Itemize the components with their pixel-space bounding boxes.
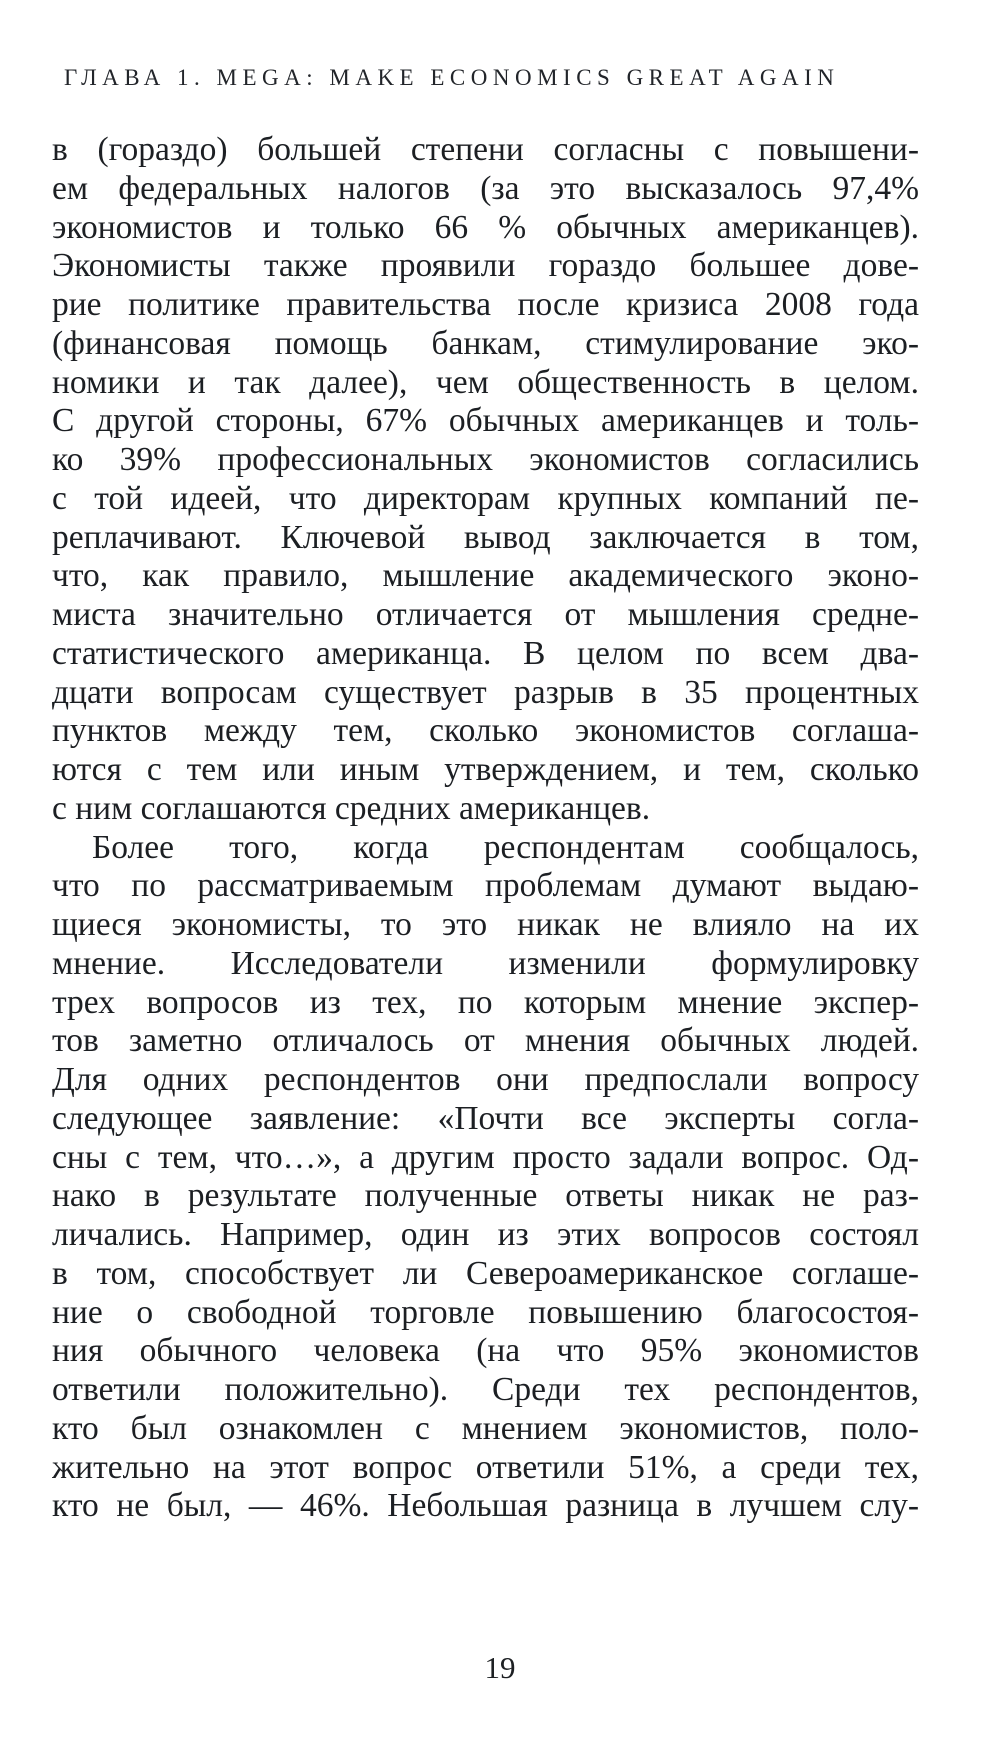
text-line: трех вопросов из тех, по которым мнение экспер- [52,983,919,1021]
text-line: личались. Например, один из этих вопросов состоял [52,1216,919,1253]
text-line: ответили положительно). Среди тех респондентов, [52,1371,919,1408]
text-line: экономистов и только 66 % обычных американцев). [52,208,919,246]
text-line: жительно на этот вопрос ответили 51%, а среди тех, [52,1448,919,1486]
text-line: мнение. Исследователи изменили формулировку [52,944,919,982]
text-line: реплачивают. Ключевой вывод заключается в том, [52,518,919,556]
paragraph-start-line: Более того, когда респондентам сообщалось, [92,828,919,866]
text-line: нако в результате полученные ответы никак не раз- [52,1177,919,1215]
text-line: с той идеей, что директорам крупных компаний пе- [52,479,919,517]
text-line: в том, способствует ли Североамериканское соглаше- [52,1254,919,1292]
running-head: ГЛАВА 1. MEGA: MAKE ECONOMICS GREAT AGAIN [64,65,840,90]
text-line: миста значительно отличается от мышления средне- [52,596,919,633]
text-line: щиеся экономисты, то это никак не влияло на их [52,906,919,943]
text-line: кто был ознакомлен с мнением экономистов, поло- [52,1409,919,1447]
text-line: что по рассматриваемым проблемам думают выдаю- [52,867,919,905]
text-line: тов заметно отличалось от мнения обычных людей. [52,1022,919,1060]
paragraph-end-line: с ним соглашаются средних американцев. [52,789,651,827]
text-line: ко 39% профессиональных экономистов согласились [52,441,919,478]
text-line: сны с тем, что…», а другим просто задали вопрос. Од- [52,1138,919,1176]
text-line: Экономисты также проявили гораздо большее дове- [52,247,919,285]
text-line: статистического американца. В целом по всем два- [52,634,919,672]
text-line: что, как правило, мышление академического эконо- [52,557,919,595]
text-line: следующее заявление: «Почти все эксперты согла- [52,1099,919,1137]
text-line: пунктов между тем, сколько экономистов соглаша- [52,712,919,750]
text-line: Для одних респондентов они предпослали вопросу [52,1061,919,1098]
text-line: дцати вопросам существует разрыв в 35 процентных [52,673,919,711]
text-line: ются с тем или иным утверждением, и тем, сколько [52,751,919,788]
text-line: С другой стороны, 67% обычных американцев и толь- [52,402,919,440]
text-line: ния обычного человека (на что 95% экономистов [52,1332,919,1370]
text-line: номики и так далее), чем общественность в целом. [52,363,919,401]
text-line: ние о свободной торговле повышению благосостоя- [52,1293,919,1331]
page-number: 19 [484,1650,516,1685]
text-line: (финансовая помощь банкам, стимулирование эко- [52,324,919,362]
text-line: ем федеральных налогов (за это высказалось 97,4% [52,169,919,207]
body-text [52,131,919,1526]
text-line: кто не был, — 46%. Небольшая разница в лучшем слу- [52,1487,919,1525]
text-line: в (гораздо) большей степени согласны с повышени- [52,131,919,168]
text-line: рие политике правительства после кризиса 2008 года [52,286,919,323]
